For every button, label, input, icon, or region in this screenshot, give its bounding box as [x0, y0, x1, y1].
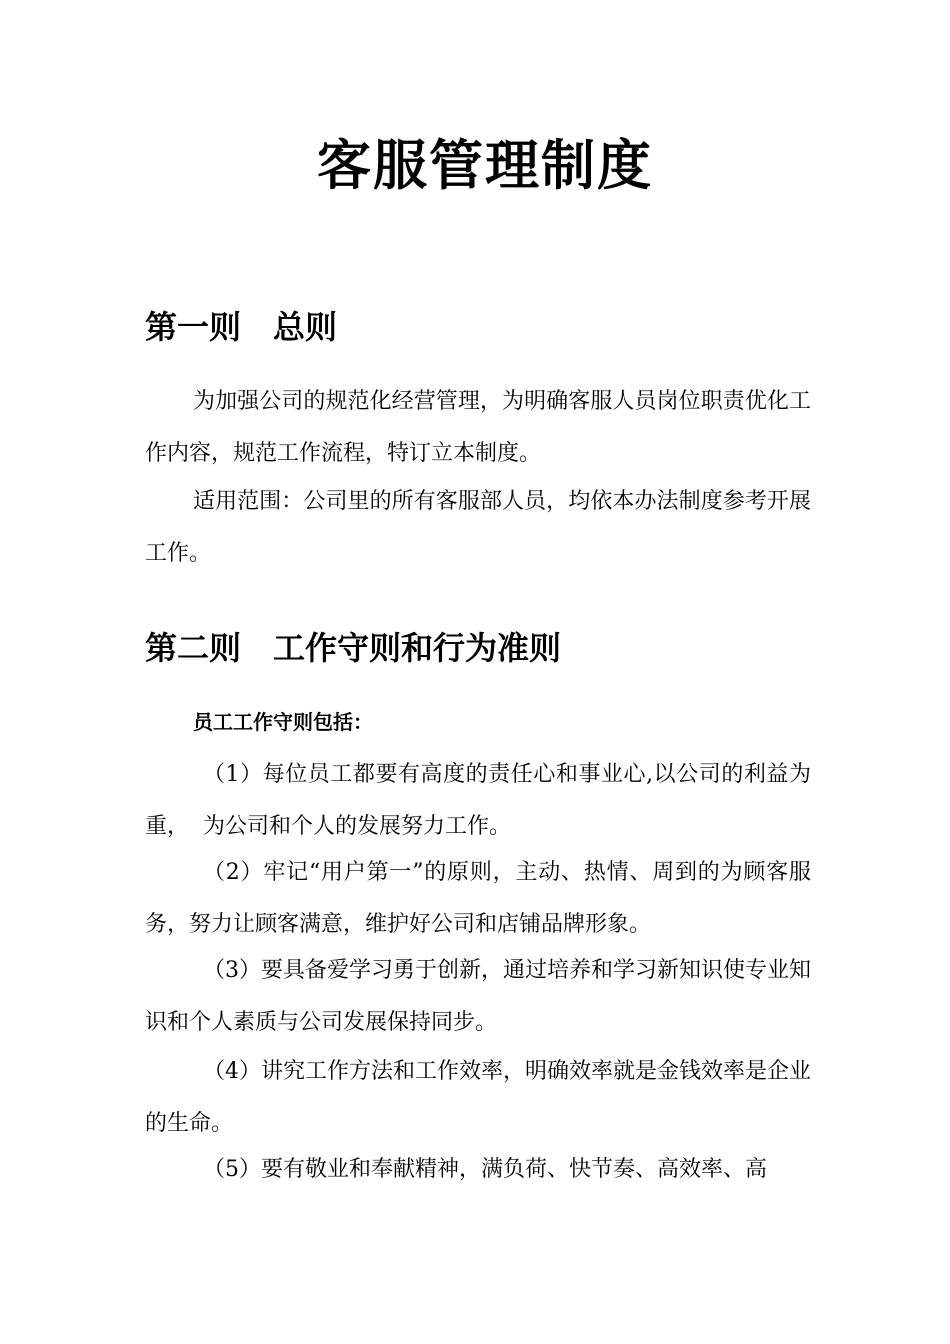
- list-item-3: （3）要具备爱学习勇于创新，通过培养和学习新知识使专业知识和个人素质与公司发展保持同步。: [145, 958, 811, 1035]
- paragraph-scope: 适用范围：公司里的所有客服部人员，均依本办法制度参考开展工作。: [145, 489, 811, 566]
- list-item-5: （5）要有敬业和奉献精神，满负荷、快节奏、高效率、高: [203, 1157, 767, 1182]
- list-item-1: （1）每位员工都要有高度的责任心和事业心,以公司的利益为重， 为公司和个人的发展努力工作。: [145, 762, 811, 839]
- list-item-4: （4）讲究工作方法和工作效率，明确效率就是金钱效率是企业的生命。: [145, 1059, 811, 1136]
- section-heading-conduct: 第二则 工作守则和行为准则: [145, 629, 562, 667]
- document-title: 客服管理制度: [317, 134, 653, 197]
- section-heading-general: 第一则 总则: [145, 308, 338, 346]
- paragraph-purpose: 为加强公司的规范化经营管理，为明确客服人员岗位职责优化工作内容，规范工作流程，特订立本制度。: [145, 389, 811, 466]
- list-item-2: （2）牢记“用户第一”的原则，主动、热情、周到的为顾客服务，努力让顾客满意，维护好公司和店铺品牌形象。: [145, 860, 811, 937]
- subheading-work-rules: 员工工作守则包括：: [193, 710, 373, 734]
